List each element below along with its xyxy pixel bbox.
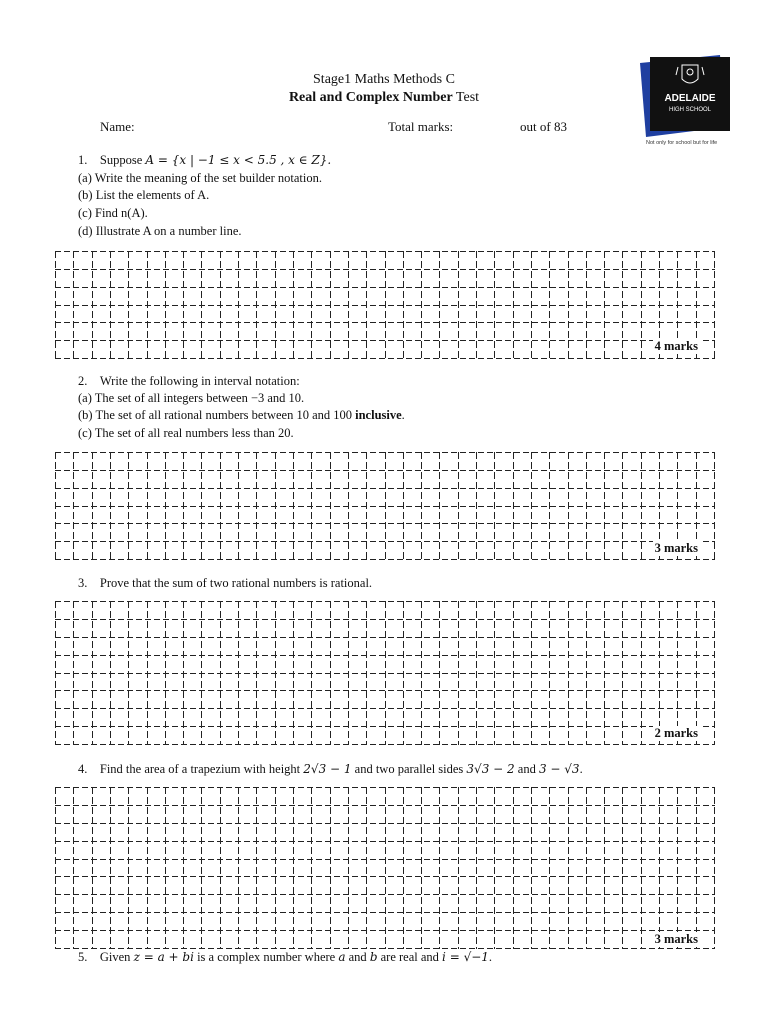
q5-end: . [488,950,493,964]
q1-answer-grid[interactable] [55,251,715,359]
q1-part-c: (c) Find n(A). [78,206,148,220]
grid-lines [55,787,715,949]
q1-part-a: (a) Write the meaning of the set builder notation. [78,171,322,185]
q1-stem-text: Suppose [99,153,143,167]
q4-answer-grid[interactable] [55,787,715,949]
q4-height: 2√3 − 1 [303,762,352,776]
q3-number: 3. [78,576,88,590]
q5-b: b [369,950,378,964]
q2-part-a: (a) The set of all integers between −3 and 10. [78,391,305,405]
q1-part-b: (b) List the elements of A. [78,188,210,202]
q5-i: i = √−1 [442,950,489,964]
test-title-bold: Real and Complex Number [288,90,453,105]
q4-number: 4. [78,762,88,776]
q2-marks: 3 marks [654,541,698,555]
q1-part-d: (d) Illustrate A on a number line. [78,224,242,238]
logo-text-2: HIGH SCHOOL [668,107,712,113]
grid-lines [55,601,715,745]
q5-stem [78,950,492,965]
q4-marks: 3 marks [654,932,698,946]
q1-marks: 4 marks [654,339,698,353]
out-of-label: out of 83 [520,119,567,134]
q1-number: 1. [78,153,88,167]
q5-and: and [348,950,367,964]
q4-stem-text: Find the area of a trapezium with height [99,762,301,776]
q3-stem-text: Prove that the sum of two rational numbers is rational. [99,576,373,590]
test-subtitle: Stage1 Maths Methods C [313,72,455,87]
grid-lines [55,251,715,359]
school-logo [640,55,732,137]
q2-number: 2. [78,374,88,388]
q5-z: z = a + bi [133,950,194,964]
q3-marks: 2 marks [654,726,698,740]
q1-stem [78,153,331,168]
q4-end: . [579,762,583,776]
q4-side-2: 3 − √3 [538,762,580,776]
logo-text-1: ADELAIDE [664,93,716,104]
q2-part-b [78,408,405,423]
q4-and: and [517,762,536,776]
q5-number: 5. [78,950,88,964]
q4-stem [78,762,583,777]
grid-lines [55,452,715,560]
q1-set: A = {x | −1 ≤ x < 5.5 , x ∈ Z}. [145,153,332,167]
q3-stem [78,576,372,591]
q2-part-b-end: . [401,408,405,422]
q5-mid: is a complex number where [197,950,336,964]
q5-mid2: are real and [380,950,439,964]
q5-pre: Given [99,950,131,964]
q2-part-b-bold: inclusive [355,408,402,422]
q3-answer-grid[interactable] [55,601,715,745]
name-label: Name: [100,119,135,134]
q2-stem [78,374,300,389]
school-tagline: Not only for school but for life [646,140,718,146]
q2-part-b-text: (b) The set of all rational numbers between 10 and 100 [78,408,356,422]
q2-stem-text: Write the following in interval notation: [99,374,300,388]
q2-answer-grid[interactable] [55,452,715,560]
q4-mid-text: and two parallel sides [354,762,464,776]
total-marks-label: Total marks: [388,119,454,134]
test-title-rest: Test [452,90,480,105]
q4-side-1: 3√3 − 2 [466,762,515,776]
q5-a: a [338,950,346,964]
q2-part-c: (c) The set of all real numbers less than 20. [78,426,294,440]
